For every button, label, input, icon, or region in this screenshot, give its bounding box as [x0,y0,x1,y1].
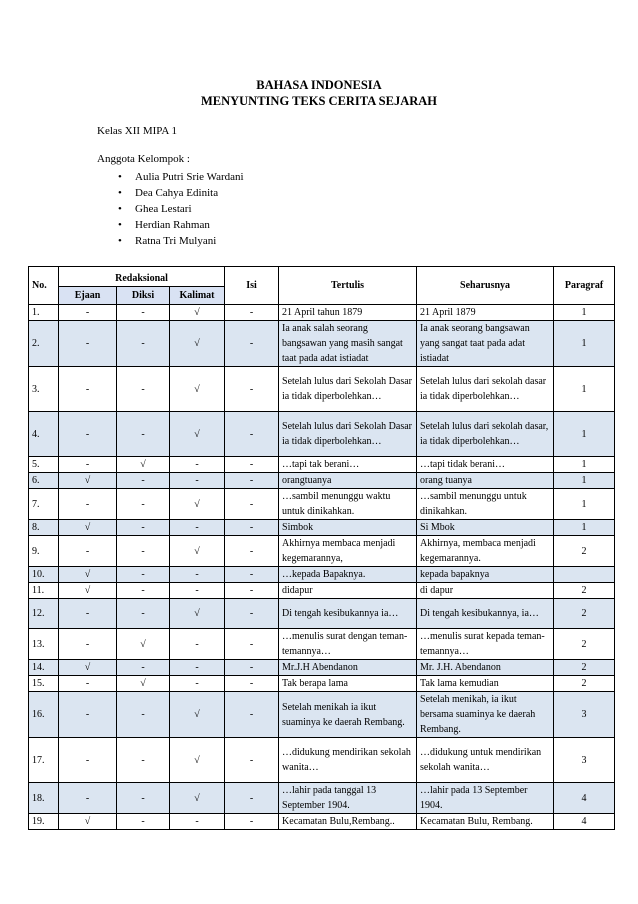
cell-isi: - [225,489,279,520]
cell-ejaan: - [59,457,117,473]
cell-no: 5. [29,457,59,473]
cell-tertulis: orangtuanya [279,473,417,489]
cell-no: 2. [29,321,59,367]
table-row [29,520,615,536]
cell-paragraf: 4 [554,814,615,830]
cell-diksi: - [117,814,170,830]
cell-ejaan: - [59,629,117,660]
cell-tertulis: Mr.J.H Abendanon [279,660,417,676]
cell-diksi: - [117,367,170,412]
cell-no: 12. [29,599,59,629]
cell-ejaan: √ [59,814,117,830]
member-item [118,185,244,201]
cell-seharusnya: …didukung untuk mendirikan sekolah wanita… [417,738,554,783]
bullet-icon: • [118,187,122,199]
members-label: Anggota Kelompok : [97,153,190,165]
cell-seharusnya: Ia anak seorang bangsawan yang sangat taat pada adat istiadat [417,321,554,367]
cell-tertulis: Setelah menikah ia ikut suaminya ke daerah Rembang. [279,692,417,738]
table-row [29,660,615,676]
cell-diksi: - [117,692,170,738]
cell-no: 17. [29,738,59,783]
cell-seharusnya: di dapur [417,583,554,599]
cell-diksi: - [117,567,170,583]
table-row [29,676,615,692]
table-row [29,412,615,457]
cell-diksi: - [117,660,170,676]
cell-diksi: √ [117,629,170,660]
cell-ejaan: - [59,536,117,567]
cell-seharusnya: Setelah lulus dari sekolah dasar ia tidak diperbolehkan… [417,367,554,412]
table-row [29,814,615,830]
cell-ejaan: √ [59,520,117,536]
cell-tertulis: Ia anak salah seorang bangsawan yang masih sangat taat pada adat istiadat [279,321,417,367]
cell-diksi: √ [117,676,170,692]
header-tertulis: Tertulis [279,267,417,305]
cell-tertulis: …kepada Bapaknya. [279,567,417,583]
correction-table [28,266,615,830]
cell-isi: - [225,676,279,692]
cell-isi: - [225,305,279,321]
cell-paragraf: 2 [554,676,615,692]
cell-isi: - [225,599,279,629]
cell-isi: - [225,520,279,536]
table-row [29,367,615,412]
cell-diksi: - [117,783,170,814]
cell-isi: - [225,814,279,830]
table-row [29,489,615,520]
cell-diksi: - [117,305,170,321]
cell-kalimat: √ [170,692,225,738]
member-name: Ratna Tri Mulyani [135,235,217,247]
cell-kalimat: - [170,567,225,583]
cell-isi: - [225,536,279,567]
cell-seharusnya: Di tengah kesibukannya, ia… [417,599,554,629]
members-list [118,169,244,249]
cell-ejaan: - [59,489,117,520]
cell-kalimat: √ [170,321,225,367]
cell-seharusnya: Kecamatan Bulu, Rembang. [417,814,554,830]
table-row [29,567,615,583]
cell-isi: - [225,583,279,599]
member-name: Herdian Rahman [135,219,210,231]
header-paragraf: Paragraf [554,267,615,305]
member-item [118,201,244,217]
cell-ejaan: - [59,321,117,367]
cell-diksi: - [117,583,170,599]
cell-seharusnya: …tapi tidak berani… [417,457,554,473]
cell-kalimat: √ [170,783,225,814]
cell-no: 15. [29,676,59,692]
cell-diksi: - [117,321,170,367]
cell-kalimat: √ [170,412,225,457]
cell-kalimat: - [170,457,225,473]
cell-diksi: √ [117,457,170,473]
header-isi: Isi [225,267,279,305]
cell-no: 1. [29,305,59,321]
cell-paragraf: 1 [554,457,615,473]
cell-ejaan: - [59,676,117,692]
cell-no: 3. [29,367,59,412]
cell-diksi: - [117,520,170,536]
cell-tertulis: …tapi tak berani… [279,457,417,473]
member-item [118,217,244,233]
cell-no: 6. [29,473,59,489]
cell-isi: - [225,473,279,489]
cell-seharusnya: Si Mbok [417,520,554,536]
cell-seharusnya: Akhirnya, membaca menjadi kegemarannya. [417,536,554,567]
cell-no: 16. [29,692,59,738]
cell-no: 18. [29,783,59,814]
cell-paragraf: 1 [554,473,615,489]
table-row [29,692,615,738]
cell-paragraf [554,567,615,583]
header-seharusnya: Seharusnya [417,267,554,305]
cell-kalimat: - [170,814,225,830]
cell-kalimat: √ [170,305,225,321]
cell-diksi: - [117,738,170,783]
cell-paragraf: 4 [554,783,615,814]
bullet-icon: • [118,235,122,247]
table-row [29,583,615,599]
cell-isi: - [225,567,279,583]
cell-ejaan: - [59,692,117,738]
cell-tertulis: Setelah lulus dari Sekolah Dasar ia tidak diperbolehkan… [279,412,417,457]
cell-isi: - [225,367,279,412]
cell-tertulis: …didukung mendirikan sekolah wanita… [279,738,417,783]
cell-kalimat: √ [170,599,225,629]
cell-tertulis: Di tengah kesibukannya ia… [279,599,417,629]
header-diksi: Diksi [117,287,170,305]
cell-paragraf: 1 [554,489,615,520]
cell-kalimat: - [170,583,225,599]
header-no: No. [29,267,59,305]
cell-isi: - [225,412,279,457]
cell-ejaan: - [59,738,117,783]
cell-diksi: - [117,412,170,457]
table-row [29,321,615,367]
member-name: Ghea Lestari [135,203,192,215]
table-body [29,305,615,830]
table-row [29,473,615,489]
cell-no: 10. [29,567,59,583]
bullet-icon: • [118,219,122,231]
cell-no: 13. [29,629,59,660]
cell-seharusnya: …sambil menunggu untuk dinikahkan. [417,489,554,520]
cell-diksi: - [117,599,170,629]
cell-no: 14. [29,660,59,676]
cell-tertulis: 21 April tahun 1879 [279,305,417,321]
cell-tertulis: …menulis surat dengan teman-temannya… [279,629,417,660]
cell-tertulis: Tak berapa lama [279,676,417,692]
document-subtitle: MENYUNTING TEKS CERITA SEJARAH [200,94,438,108]
cell-diksi: - [117,473,170,489]
cell-kalimat: - [170,660,225,676]
cell-tertulis: Kecamatan Bulu,Rembang.. [279,814,417,830]
cell-diksi: - [117,536,170,567]
cell-kalimat: √ [170,738,225,783]
cell-paragraf: 2 [554,629,615,660]
cell-ejaan: √ [59,660,117,676]
cell-ejaan: √ [59,583,117,599]
cell-isi: - [225,783,279,814]
member-name: Dea Cahya Edinita [135,187,219,199]
cell-tertulis: Setelah lulus dari Sekolah Dasar ia tidak diperbolehkan… [279,367,417,412]
table-row [29,305,615,321]
cell-paragraf: 1 [554,305,615,321]
cell-seharusnya: orang tuanya [417,473,554,489]
cell-isi: - [225,660,279,676]
cell-seharusnya: Setelah menikah, ia ikut bersama suaminya ke daerah Rembang. [417,692,554,738]
cell-ejaan: - [59,783,117,814]
bullet-icon: • [118,171,122,183]
table-row [29,457,615,473]
cell-paragraf: 1 [554,321,615,367]
cell-kalimat: - [170,676,225,692]
cell-paragraf: 3 [554,738,615,783]
cell-ejaan: - [59,367,117,412]
cell-paragraf: 1 [554,367,615,412]
cell-kalimat: - [170,629,225,660]
cell-paragraf: 2 [554,660,615,676]
cell-tertulis: didapur [279,583,417,599]
cell-diksi: - [117,489,170,520]
member-item [118,169,244,185]
table-row [29,599,615,629]
cell-paragraf: 3 [554,692,615,738]
cell-paragraf: 2 [554,599,615,629]
cell-isi: - [225,738,279,783]
cell-ejaan: - [59,305,117,321]
cell-isi: - [225,457,279,473]
table-row [29,738,615,783]
cell-kalimat: - [170,520,225,536]
cell-tertulis: …sambil menunggu waktu untuk dinikahkan. [279,489,417,520]
member-item [118,233,244,249]
cell-no: 9. [29,536,59,567]
cell-paragraf: 1 [554,520,615,536]
cell-seharusnya: Mr. J.H. Abendanon [417,660,554,676]
cell-no: 19. [29,814,59,830]
cell-tertulis: …lahir pada tanggal 13 September 1904. [279,783,417,814]
header-kalimat: Kalimat [170,287,225,305]
cell-seharusnya: Setelah lulus dari sekolah dasar, ia tidak diperbolehkan… [417,412,554,457]
document-title: BAHASA INDONESIA [256,78,382,92]
cell-isi: - [225,321,279,367]
bullet-icon: • [118,203,122,215]
header-redaksional: Redaksional [59,267,225,287]
member-name: Aulia Putri Srie Wardani [135,171,244,183]
cell-isi: - [225,629,279,660]
cell-ejaan: - [59,412,117,457]
class-label: Kelas XII MIPA 1 [97,125,177,137]
cell-kalimat: - [170,473,225,489]
cell-seharusnya: kepada bapaknya [417,567,554,583]
cell-seharusnya: …menulis surat kepada teman-temannya… [417,629,554,660]
cell-kalimat: √ [170,489,225,520]
cell-kalimat: √ [170,367,225,412]
cell-paragraf: 1 [554,412,615,457]
cell-paragraf: 2 [554,536,615,567]
cell-ejaan: √ [59,473,117,489]
cell-no: 4. [29,412,59,457]
cell-ejaan: √ [59,567,117,583]
cell-seharusnya: Tak lama kemudian [417,676,554,692]
header-ejaan: Ejaan [59,287,117,305]
cell-paragraf: 2 [554,583,615,599]
table-row [29,629,615,660]
cell-kalimat: √ [170,536,225,567]
cell-isi: - [225,692,279,738]
cell-seharusnya: 21 April 1879 [417,305,554,321]
table-row [29,536,615,567]
cell-seharusnya: …lahir pada 13 September 1904. [417,783,554,814]
cell-no: 11. [29,583,59,599]
table-row [29,783,615,814]
cell-no: 8. [29,520,59,536]
cell-tertulis: Akhirnya membaca menjadi kegemarannya, [279,536,417,567]
cell-tertulis: Simbok [279,520,417,536]
cell-no: 7. [29,489,59,520]
cell-ejaan: - [59,599,117,629]
